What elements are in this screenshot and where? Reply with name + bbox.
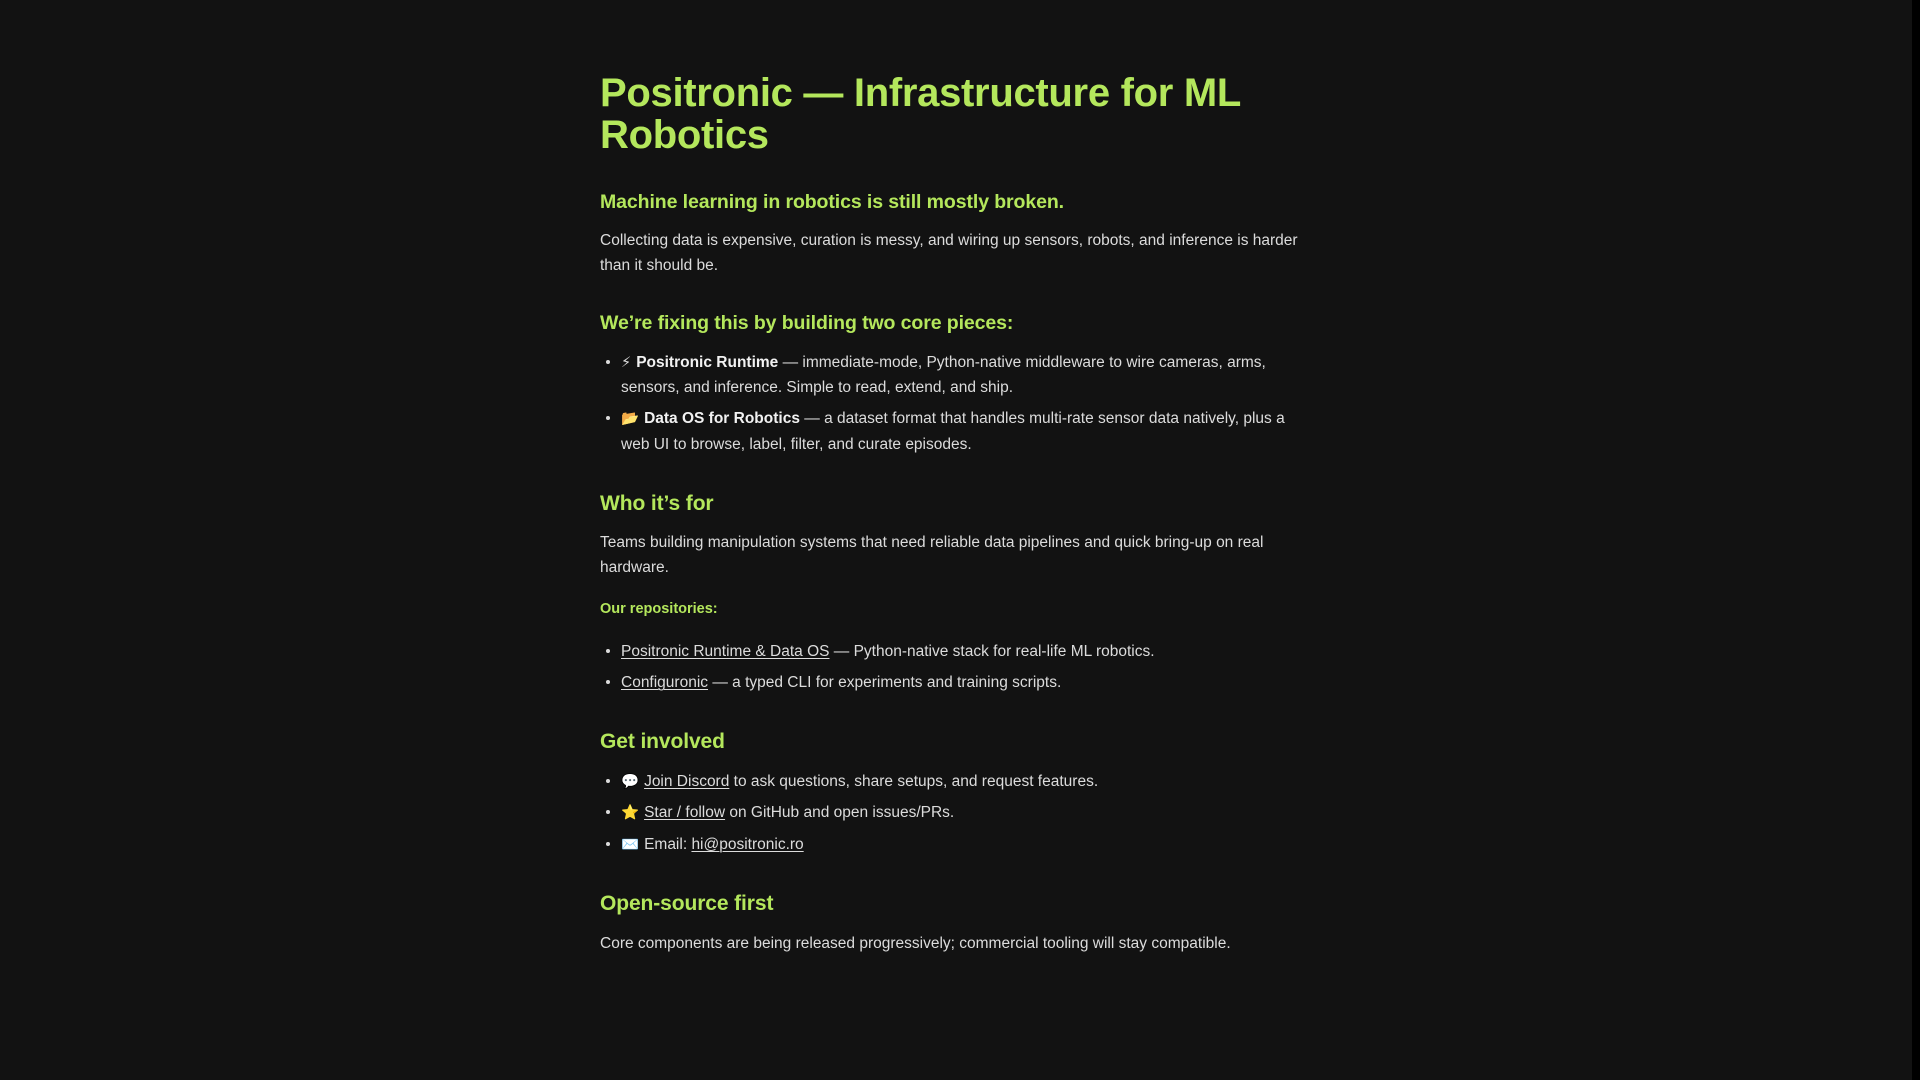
get-involved-list (600, 769, 1314, 857)
link-star-follow[interactable]: Star / follow (644, 804, 726, 822)
link-configuronic[interactable]: Configuronic (621, 674, 709, 692)
core-piece-description: — immediate-mode, Python-native middleware to wire cameras, arms, sensors, and inference. Simple to read, extend, and ship. (621, 353, 1266, 397)
section-open-source-first (600, 890, 1314, 955)
core-piece-name: Positronic Runtime (636, 353, 779, 371)
list-item (600, 670, 1314, 695)
section-heading-problem: Machine learning in robotics is still mostly broken. (600, 190, 1064, 213)
get-involved-description: on GitHub and open issues/PRs. (725, 804, 955, 822)
repositories-list (600, 639, 1314, 695)
list-item (600, 832, 1314, 857)
repo-description: — Python-native stack for real-life ML robotics. (829, 643, 1155, 661)
link-positronic-runtime-data-os[interactable]: Positronic Runtime & Data OS (621, 643, 830, 661)
page-title: Positronic — Infrastructure for ML Robotics (600, 71, 1241, 158)
core-piece-name: Data OS for Robotics (644, 410, 800, 428)
list-item (600, 406, 1314, 457)
core-pieces-list (600, 350, 1314, 457)
list-item (600, 800, 1314, 825)
section-heading-open-source-first: Open-source first (600, 892, 774, 916)
section-problem (600, 190, 1314, 279)
list-item (600, 350, 1314, 401)
repo-description: — a typed CLI for experiments and training scripts. (708, 674, 1062, 692)
open-folder-icon: 📂 (621, 411, 640, 428)
vertical-scrollbar[interactable] (1912, 0, 1920, 1080)
section-paragraph-who-its-for: Teams building manipulation systems that need reliable data pipelines and quick bring-up on real hardware. (600, 534, 1264, 577)
link-email-address[interactable]: hi@positronic.ro (691, 835, 804, 853)
star-icon: ⭐ (621, 805, 640, 822)
section-paragraph-problem: Collecting data is expensive, curation is messy, and wiring up sensors, robots, and inference is harder than it should be. (600, 232, 1298, 275)
section-heading-core-pieces: We’re fixing this by building two core pieces: (600, 312, 1014, 335)
section-who-its-for (600, 490, 1314, 696)
section-get-involved (600, 728, 1314, 857)
speech-balloon-icon: 💬 (621, 773, 640, 790)
subheading-our-repositories: Our repositories: (600, 601, 718, 618)
document-content (600, 0, 1314, 956)
get-involved-description: to ask questions, share setups, and request features. (729, 772, 1099, 790)
list-item (600, 769, 1314, 794)
section-core-pieces (600, 311, 1314, 457)
envelope-icon: ✉️ (621, 836, 640, 853)
email-label: Email: (644, 835, 692, 853)
list-item (600, 639, 1314, 664)
core-piece-description: — a dataset format that handles multi-rate sensor data natively, plus a web UI to browse, label, filter, and curate episodes. (621, 410, 1285, 453)
high-voltage-icon: ⚡ (621, 354, 632, 371)
section-paragraph-open-source-first: Core components are being released progressively; commercial tooling will stay compatible. (600, 934, 1231, 952)
section-heading-get-involved: Get involved (600, 730, 725, 754)
section-heading-who-its-for: Who it’s for (600, 491, 714, 515)
link-join-discord[interactable]: Join Discord (644, 772, 730, 790)
